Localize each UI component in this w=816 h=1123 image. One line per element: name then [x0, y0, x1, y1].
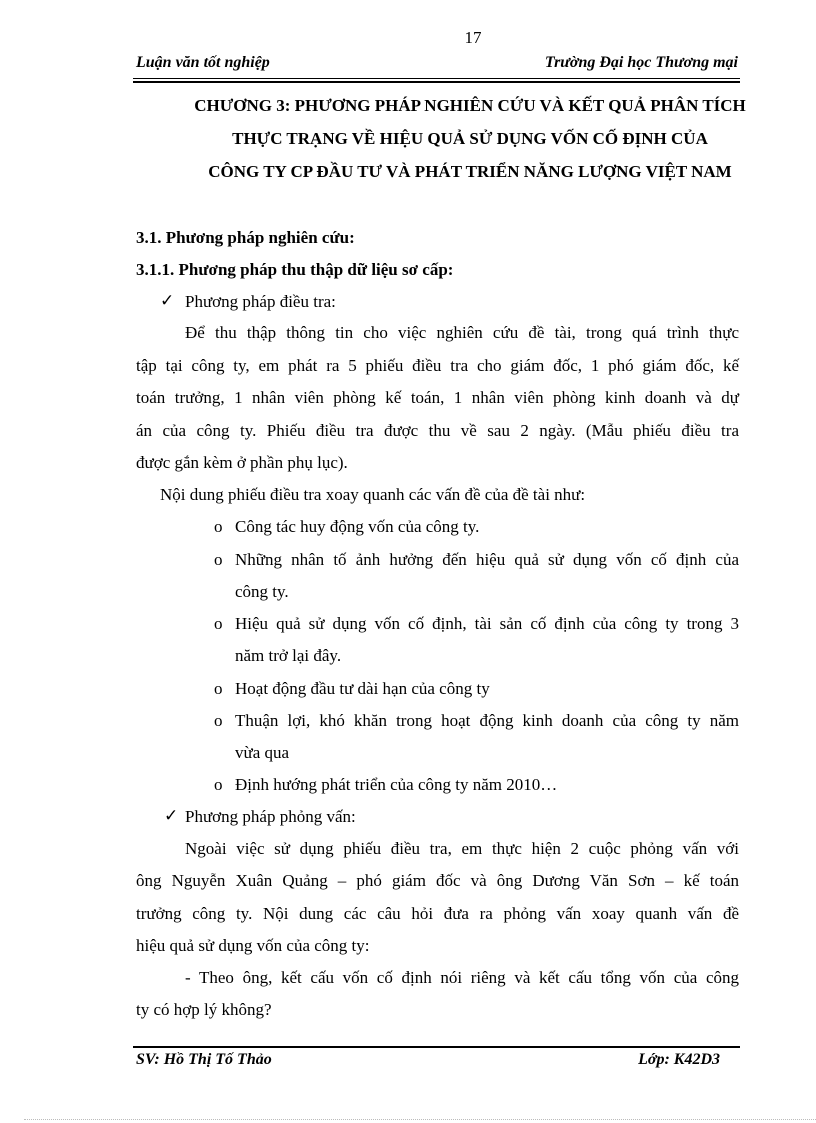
- chapter-title-line-3: CÔNG TY CP ĐẦU TƯ VÀ PHÁT TRIỂN NĂNG LƯỢNG VIỆT NAM: [208, 162, 732, 181]
- page-bottom-divider: [24, 1119, 816, 1120]
- para-interview-line-1: Ngoài việc sử dụng phiếu điều tra, em thực hiện 2 cuộc phỏng vấn với: [185, 839, 739, 858]
- survey-item-3-cont: năm trở lại đây.: [235, 646, 342, 665]
- para-survey-line-1: Để thu thập thông tin cho việc nghiên cứu đề tài, trong quá trình thực: [185, 323, 739, 342]
- chapter-title-line-2: THỰC TRẠNG VỀ HIỆU QUẢ SỬ DỤNG VỐN CỐ ĐỊNH CỦA: [232, 129, 708, 148]
- para-survey-line-5: được gắn kèm ở phần phụ lục).: [136, 453, 348, 472]
- circle-bullet-icon: o: [214, 550, 223, 569]
- para-interview-line-2: ông Nguyễn Xuân Quảng – phó giám đốc và ông Dương Văn Sơn – kế toán: [136, 871, 739, 890]
- header-right: Trường Đại học Thương mại: [544, 54, 738, 71]
- header-rule: [133, 78, 740, 79]
- circle-bullet-icon: o: [214, 679, 223, 698]
- question-1-line-1: - Theo ông, kết cấu vốn cố định nói riêng và kết cấu tổng vốn của công: [185, 968, 739, 987]
- footer-left: SV: Hồ Thị Tố Thảo: [136, 1051, 272, 1068]
- survey-intro: Nội dung phiếu điều tra xoay quanh các vấn đề của đề tài như:: [160, 485, 586, 504]
- section-heading-3-1: 3.1. Phương pháp nghiên cứu:: [136, 228, 355, 247]
- check-icon: ✓: [160, 291, 175, 310]
- para-interview-line-3: trưởng công ty. Nội dung các câu hỏi đưa ra phỏng vấn xoay quanh vấn đề: [136, 904, 739, 923]
- survey-item-3: Hiệu quả sử dụng vốn cố định, tài sản cố định của công ty trong 3: [235, 614, 739, 633]
- footer-rule: [133, 1046, 740, 1048]
- circle-bullet-icon: o: [214, 517, 223, 536]
- para-survey-line-4: án của công ty. Phiếu điều tra được thu về sau 2 ngày. (Mẫu phiếu điều tra: [136, 421, 739, 440]
- header-rule-thick: [133, 81, 740, 83]
- survey-item-1: Công tác huy động vốn của công ty.: [235, 517, 480, 536]
- chapter-title-line-1: CHƯƠNG 3: PHƯƠNG PHÁP NGHIÊN CỨU VÀ KẾT QUẢ PHÂN TÍCH: [194, 96, 746, 115]
- page-number: 17: [464, 28, 482, 47]
- header-left: Luận văn tốt nghiệp: [136, 54, 270, 71]
- circle-bullet-icon: o: [214, 775, 223, 794]
- para-interview-line-4: hiệu quả sử dụng vốn của công ty:: [136, 936, 370, 955]
- circle-bullet-icon: o: [214, 711, 223, 730]
- section-heading-3-1-1: 3.1.1. Phương pháp thu thập dữ liệu sơ cấp:: [136, 260, 454, 279]
- survey-item-4: Hoạt động đầu tư dài hạn của công ty: [235, 679, 490, 698]
- para-survey-line-3: toán trưởng, 1 nhân viên phòng kế toán, 1 nhân viên phòng kinh doanh và dự: [136, 388, 739, 407]
- footer-right: Lớp: K42D3: [638, 1051, 720, 1068]
- survey-item-5: Thuận lợi, khó khăn trong hoạt động kinh doanh của công ty năm: [235, 711, 739, 730]
- para-survey-line-2: tập tại công ty, em phát ra 5 phiếu điều tra cho giám đốc, 1 phó giám đốc, kế: [136, 356, 739, 375]
- survey-item-5-cont: vừa qua: [235, 743, 290, 762]
- survey-item-2-cont: công ty.: [235, 582, 289, 601]
- question-1-line-2: ty có hợp lý không?: [136, 1000, 272, 1019]
- method-interview-label: Phương pháp phỏng vấn:: [185, 807, 356, 826]
- survey-item-6: Định hướng phát triển của công ty năm 2010…: [235, 775, 558, 794]
- check-icon: ✓: [164, 806, 179, 825]
- circle-bullet-icon: o: [214, 614, 223, 633]
- method-survey-label: Phương pháp điều tra:: [185, 292, 336, 311]
- survey-item-2: Những nhân tố ảnh hưởng đến hiệu quả sử dụng vốn cố định của: [235, 550, 739, 569]
